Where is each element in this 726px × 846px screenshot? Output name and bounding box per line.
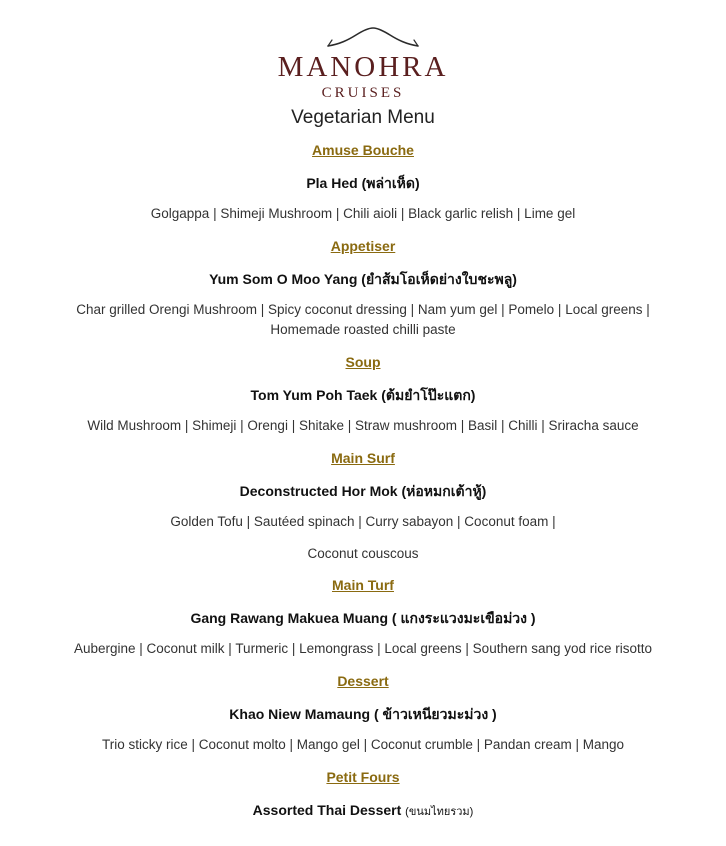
dish-description — [0, 735, 726, 755]
dish-english: Yum Som O Moo Yang — [209, 271, 358, 287]
dish-row — [0, 174, 726, 192]
dish-description — [0, 639, 726, 659]
dish-description — [0, 300, 726, 340]
dish-thai: (ต้มยำโป๊ะแตก) — [381, 387, 476, 403]
category-heading: Petit Fours — [326, 769, 400, 785]
category-heading: Soup — [345, 354, 381, 370]
description-line: Golden Tofu | Sautéed spinach | Curry sabayon | Coconut foam | — [170, 514, 556, 529]
dish-name — [0, 386, 726, 404]
section-appetiser — [0, 237, 726, 255]
section-dessert — [0, 672, 726, 690]
dish-row — [0, 801, 726, 821]
section-soup — [0, 353, 726, 371]
section-main-surf — [0, 449, 726, 467]
description-line: Aubergine | Coconut milk | Turmeric | Lemongrass | Local greens | Southern sang yod rice risotto — [73, 641, 653, 656]
dish-name — [0, 609, 726, 627]
dish-english: Gang Rawang Makuea Muang — [190, 610, 389, 626]
dish-description — [0, 512, 726, 532]
dish-english: Deconstructed Hor Mok — [239, 483, 398, 499]
dish-description — [0, 544, 726, 564]
description-line: Trio sticky rice | Coconut molto | Mango gel | Coconut crumble | Pandan cream | Mango — [101, 737, 624, 752]
dish-name — [0, 174, 726, 192]
dish-thai: (ขนมไทยรวม) — [405, 806, 474, 818]
dish-thai: (ยำส้มโอเห็ดย่างใบชะพลู) — [361, 271, 517, 287]
category-heading: Main Surf — [331, 450, 395, 466]
section-amuse-bouche — [0, 141, 726, 159]
dish-thai: ( แกงระแวงมะเขือม่วง ) — [391, 610, 536, 626]
dish-row — [0, 705, 726, 723]
dish-name — [0, 801, 726, 821]
dish-english: Assorted Thai Dessert — [252, 802, 402, 818]
dish-name — [0, 705, 726, 723]
description-line: Coconut couscous — [307, 546, 419, 561]
category-heading: Dessert — [337, 673, 389, 689]
dish-row — [0, 386, 726, 404]
category-heading: Amuse Bouche — [312, 142, 414, 158]
dish-thai: ( ข้าวเหนียวมะม่วง ) — [373, 706, 497, 722]
dish-thai: (ห่อหมกเต้าหู้) — [401, 483, 487, 499]
dish-name — [0, 270, 726, 288]
menu-title: Vegetarian Menu — [291, 107, 435, 128]
dish-english: Pla Hed — [306, 175, 358, 191]
description-line: Golgappa | Shimeji Mushroom | Chili aioli | Black garlic relish | Lime gel — [150, 206, 576, 221]
category-heading: Main Turf — [332, 577, 394, 593]
description-line: Wild Mushroom | Shimeji | Orengi | Shitake | Straw mushroom | Basil | Chilli | Sriracha sauce — [87, 418, 639, 433]
boat-roof-logo-icon — [326, 26, 420, 48]
dish-description — [0, 416, 726, 436]
dish-row — [0, 609, 726, 627]
brand-name: MANOHRA — [277, 51, 449, 83]
dish-thai: (พล่าเห็ด) — [361, 175, 420, 191]
description-line: Char grilled Orengi Mushroom | Spicy coconut dressing | Nam yum gel | Pomelo | Local greens | — [76, 302, 650, 317]
dish-english: Khao Niew Mamaung — [229, 706, 371, 722]
dish-english: Tom Yum Poh Taek — [250, 387, 378, 403]
description-line: Homemade roasted chilli paste — [270, 322, 456, 337]
category-heading: Appetiser — [330, 238, 396, 254]
dish-name — [0, 482, 726, 500]
dish-row — [0, 270, 726, 288]
section-main-turf — [0, 576, 726, 594]
dish-row — [0, 482, 726, 500]
section-petit-fours — [0, 768, 726, 786]
brand-subtitle: CRUISES — [321, 85, 405, 101]
dish-description — [0, 204, 726, 224]
